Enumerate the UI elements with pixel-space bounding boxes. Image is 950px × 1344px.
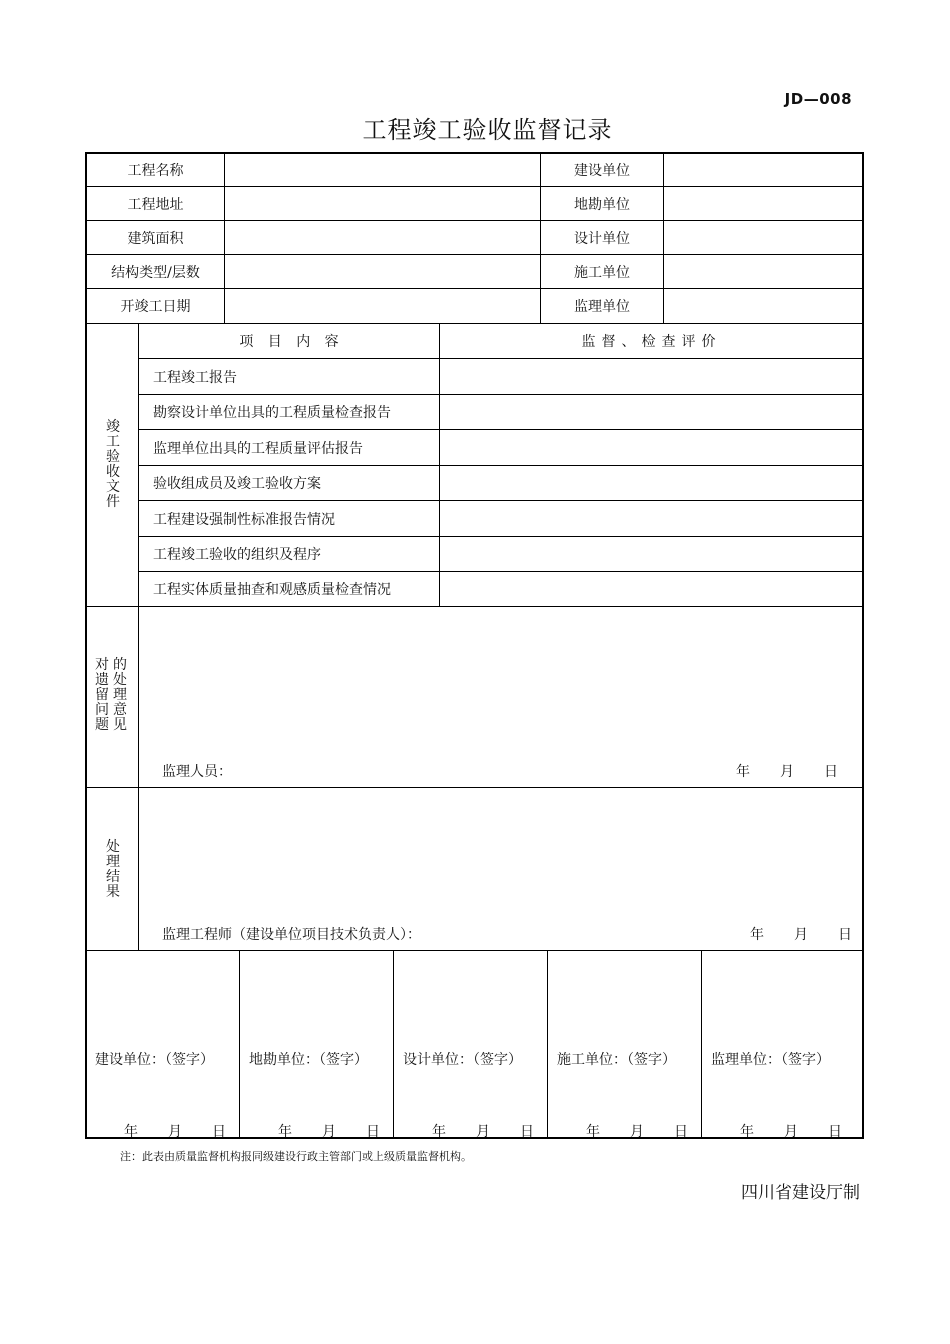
label-structure-type: 结构类型/层数	[111, 264, 200, 281]
sign-date-construction: 年 月 日	[124, 1124, 226, 1140]
label-start-end-date: 开竣工日期	[120, 299, 191, 315]
builder-unit-field[interactable]	[665, 257, 861, 287]
remaining-issues-date: 年 月 日	[736, 764, 838, 780]
doc-item: 验收组成员及竣工验收方案	[153, 476, 321, 492]
footnote: 注：此表由质量监督机构报同级建设行政主管部门或上级质量监督机构。	[120, 1150, 472, 1163]
document-code: JD—008	[784, 90, 852, 108]
col-divider	[393, 951, 394, 1138]
label-builder-unit: 施工单位	[574, 264, 630, 281]
handling-result-date: 年 月 日	[750, 927, 852, 943]
header-evaluation: 监督、检查评价	[581, 334, 722, 350]
supervision-unit-field[interactable]	[665, 291, 861, 322]
col-divider	[663, 153, 664, 323]
section-divider	[86, 787, 863, 788]
section-divider	[86, 606, 863, 607]
sign-survey-unit: 地勘单位：（签字）	[249, 1052, 368, 1068]
sign-date-supervision: 年 月 日	[740, 1124, 842, 1140]
sign-builder-unit: 施工单位：（签字）	[557, 1052, 676, 1068]
remaining-issues-opinion-field[interactable]	[141, 609, 861, 754]
label-project-name: 工程名称	[127, 162, 184, 179]
side-label-handling-result: 处 理 结 果	[106, 839, 120, 900]
label-survey-unit: 地勘单位	[574, 196, 630, 213]
side-label-acceptance-docs: 竣 工 验 收 文 件	[106, 419, 120, 510]
side-label-remaining-issues-col2: 的 处 理 意 见	[113, 657, 127, 733]
design-unit-field[interactable]	[665, 223, 861, 253]
sign-construction-unit: 建设单位：（签字）	[95, 1052, 214, 1068]
evaluation-field[interactable]	[441, 502, 861, 535]
evaluation-field[interactable]	[441, 467, 861, 499]
side-label-divider	[138, 323, 139, 951]
building-area-field[interactable]	[226, 223, 538, 253]
project-name-field[interactable]	[226, 155, 538, 185]
doc-item: 工程竣工验收的组织及程序	[153, 547, 321, 563]
label-project-address: 工程地址	[127, 196, 184, 213]
label-design-unit: 设计单位	[574, 230, 630, 247]
section-divider	[86, 950, 863, 951]
header-item-content: 项 目 内 容	[239, 334, 339, 350]
sign-design-unit: 设计单位：（签字）	[403, 1052, 522, 1068]
evaluation-field[interactable]	[441, 360, 861, 393]
col-divider	[701, 951, 702, 1138]
sign-date-builder: 年 月 日	[586, 1124, 688, 1140]
evaluation-field[interactable]	[441, 573, 861, 605]
label-building-area: 建筑面积	[127, 230, 184, 247]
survey-unit-field[interactable]	[665, 189, 861, 219]
evaluation-field[interactable]	[441, 538, 861, 570]
evaluation-field[interactable]	[441, 396, 861, 428]
construction-unit-field[interactable]	[665, 155, 861, 185]
doc-item: 监理单位出具的工程质量评估报告	[153, 440, 363, 457]
col-divider	[547, 951, 548, 1138]
structure-type-field[interactable]	[226, 257, 538, 287]
start-end-date-field[interactable]	[226, 291, 538, 322]
handling-result-field[interactable]	[141, 790, 861, 918]
label-construction-unit: 建设单位	[574, 162, 630, 179]
supervising-engineer-sign-label: 监理工程师（建设单位项目技术负责人）：	[162, 927, 421, 943]
issuer: 四川省建设厅制	[741, 1183, 860, 1203]
doc-item: 工程建设强制性标准报告情况	[153, 511, 335, 528]
side-label-remaining-issues-col1: 对 遗 留 问 题	[95, 657, 109, 733]
supervisor-sign-label: 监理人员：	[162, 764, 232, 780]
sign-date-survey: 年 月 日	[278, 1124, 380, 1140]
col-divider	[239, 951, 240, 1138]
sign-supervision-unit: 监理单位：（签字）	[711, 1052, 830, 1068]
project-address-field[interactable]	[226, 189, 538, 219]
sign-date-design: 年 月 日	[432, 1124, 534, 1140]
evaluation-field[interactable]	[441, 431, 861, 464]
doc-item: 工程竣工报告	[153, 369, 237, 386]
col-divider	[224, 153, 225, 323]
page-title: 工程竣工验收监督记录	[362, 116, 613, 144]
doc-item: 勘察设计单位出具的工程质量检查报告	[153, 405, 391, 421]
label-supervision-unit: 监理单位	[574, 299, 630, 315]
doc-item: 工程实体质量抽查和观感质量检查情况	[153, 582, 391, 598]
